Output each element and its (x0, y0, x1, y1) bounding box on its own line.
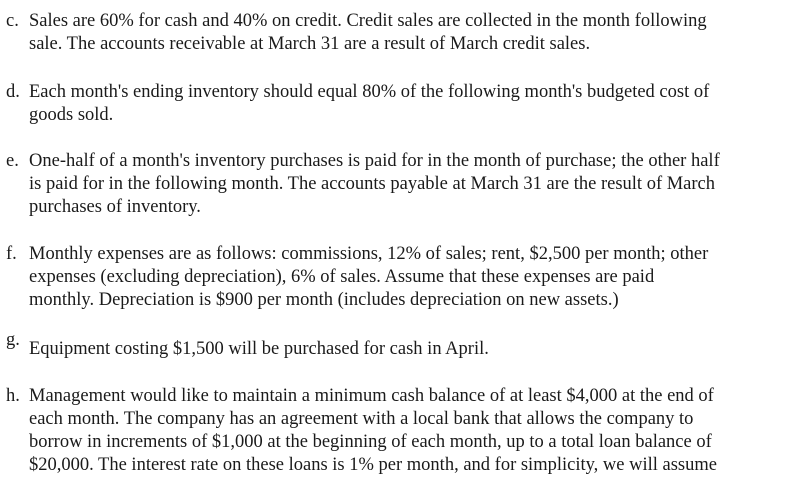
text-line: expenses (excluding depreciation), 6% of sales. Assume that these expenses are paid (29, 267, 655, 287)
text-line: Equipment costing $1,500 will be purchased for cash in April. (29, 339, 489, 359)
text-line: Sales are 60% for cash and 40% on credit. Credit sales are collected in the month following (29, 11, 707, 31)
list-item-text (29, 10, 792, 56)
list-item-text (29, 81, 792, 127)
list-item-d (6, 81, 792, 127)
list-marker: h. (6, 386, 20, 406)
text-line: each month. The company has an agreement with a local bank that allows the company to (29, 409, 694, 429)
list-marker: c. (6, 11, 19, 31)
list-item-f (6, 243, 792, 312)
text-line: goods sold. (29, 105, 114, 125)
list-item-text (29, 150, 792, 219)
list-item-text (29, 385, 792, 477)
text-line: Monthly expenses are as follows: commissions, 12% of sales; rent, $2,500 per month; other (29, 244, 709, 264)
text-line: $20,000. The interest rate on these loans is 1% per month, and for simplicity, we will assume (29, 455, 717, 475)
list-item-text (29, 338, 792, 361)
list-item-text (29, 243, 792, 312)
list-marker: e. (6, 151, 19, 171)
text-line: Each month's ending inventory should equal 80% of the following month's budgeted cost of (29, 82, 710, 102)
text-line: One-half of a month's inventory purchases is paid for in the month of purchase; the other half (29, 151, 720, 171)
list-marker: f. (6, 244, 17, 264)
text-line: purchases of inventory. (29, 197, 201, 217)
list-item-h (6, 385, 792, 477)
text-line: borrow in increments of $1,000 at the beginning of each month, up to a total loan balance of (29, 432, 712, 452)
list-item-c (6, 10, 792, 56)
list-marker: g. (6, 330, 20, 350)
text-line: sale. The accounts receivable at March 31 are a result of March credit sales. (29, 34, 591, 54)
list-item-g (6, 330, 792, 361)
text-line: is paid for in the following month. The accounts payable at March 31 are the result of March (29, 174, 716, 194)
list-item-e (6, 150, 792, 219)
list-marker: d. (6, 82, 20, 102)
text-line: monthly. Depreciation is $900 per month (includes depreciation on new assets.) (29, 290, 619, 310)
text-line: Management would like to maintain a minimum cash balance of at least $4,000 at the end of (29, 386, 714, 406)
